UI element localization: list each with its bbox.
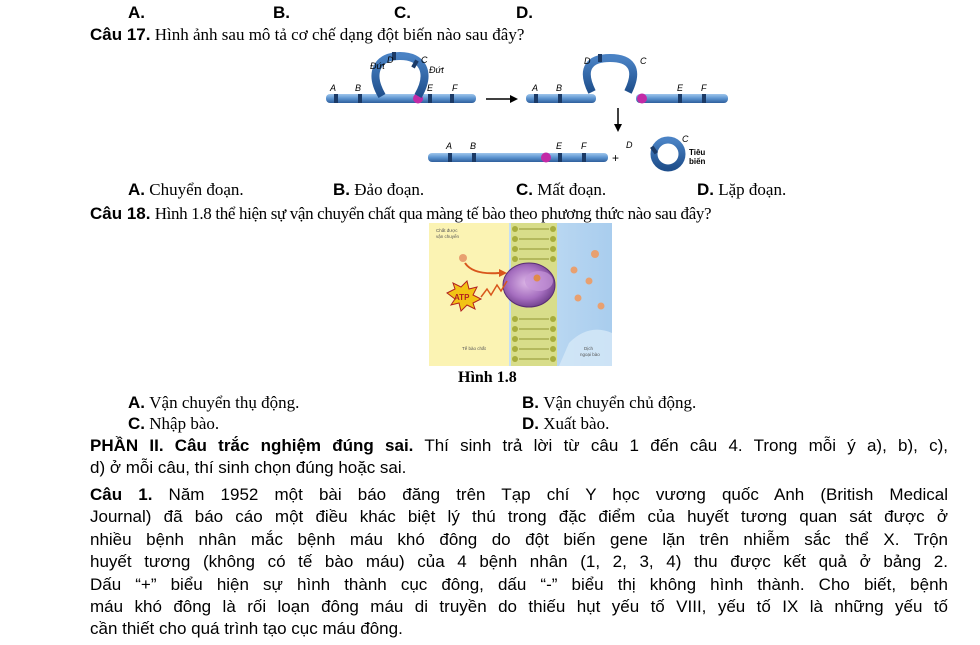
q17-gene-e-1: E xyxy=(427,83,434,93)
cytoplasm-label: Tế bào chất xyxy=(462,346,486,351)
q17-gene-f-2: F xyxy=(701,83,707,93)
q18-option-c-label: C. xyxy=(128,414,145,433)
q17-product-label-1: Tiêu xyxy=(689,148,706,157)
part2-intro-line-2: d) ở mỗi câu, thí sinh chọn đúng hoặc sai. xyxy=(90,458,407,478)
q17-option-d-text: Lặp đoạn. xyxy=(718,180,787,199)
q17-label: Câu 17. xyxy=(90,25,151,44)
q17-gene-e-3: E xyxy=(556,141,563,151)
prev-option-b: B. xyxy=(273,3,290,22)
part2-intro-text-1: Thí sinh trả lời từ câu 1 đến câu 4. Trong mỗi ý a), b), c), xyxy=(413,436,948,455)
q17-gene-f-3: F xyxy=(581,141,587,151)
q18-option-b-text: Vận chuyển chủ động. xyxy=(543,393,697,412)
q18-stem xyxy=(90,204,711,224)
q17-option-b-text: Đảo đoạn. xyxy=(354,180,425,199)
q17-option-a-text: Chuyển đoạn. xyxy=(149,180,244,199)
q17-gene-c-3: C xyxy=(682,134,689,144)
q17-plus-sign: + xyxy=(612,151,620,165)
c1-line-5: Dấu “+” biểu hiện sự hình thành cục đông, dấu “-” biểu thị không hình thành. Cho biết, bệnh xyxy=(90,574,948,594)
c1-line-2: Journal) đã báo cáo một điều khác biệt lý thú trong đặc điểm của huyết tương quan sát được ở xyxy=(90,507,948,527)
q18-option-d-text: Xuất bào. xyxy=(543,414,610,433)
q18-option-a-label: A. xyxy=(128,393,145,412)
q18-option-c[interactable] xyxy=(128,414,219,434)
q18-option-b[interactable] xyxy=(522,393,696,413)
q17-option-c-label: C. xyxy=(516,180,533,199)
chromosome-broken xyxy=(526,54,728,104)
q17-gene-c-1: C xyxy=(421,55,428,65)
c1-label: Câu 1. xyxy=(90,485,153,504)
q18-option-d[interactable] xyxy=(522,414,609,434)
q17-gene-a-3: A xyxy=(446,141,453,151)
q18-option-b-label: B. xyxy=(522,393,539,412)
q17-option-d[interactable] xyxy=(697,180,786,200)
q17-text: Hình ảnh sau mô tả cơ chế dạng đột biến nào sau đây? xyxy=(154,25,525,44)
q18-option-d-label: D. xyxy=(522,414,539,433)
q18-option-a-text: Vận chuyển thụ động. xyxy=(149,393,300,412)
part2-heading: PHẦN II. Câu trắc nghiệm đúng sai. xyxy=(90,436,414,455)
part2-intro xyxy=(90,435,948,480)
q17-gene-a-2: A xyxy=(532,83,539,93)
c1-line-6: máu khó đông là rối loạn đông máu di truyền do thiếu hụt yếu tố VIII, yếu tố IX là những yếu tố xyxy=(90,597,948,617)
q17-option-b-label: B. xyxy=(333,180,350,199)
q17-break-label-left: Đứt xyxy=(370,61,385,71)
q17-gene-d-1: D xyxy=(387,55,394,65)
q17-gene-d-3: D xyxy=(626,140,633,150)
q17-gene-a-1: A xyxy=(330,83,337,93)
c1-line-3: nhiều bệnh nhân mắc bệnh máu khó đông do đột biến gene lặn trên nhiễm sắc thể X. Trộn xyxy=(90,529,948,549)
prev-option-d: D. xyxy=(516,3,533,22)
extracellular-label-1: Dịch xyxy=(584,346,594,351)
substance-label-2: vận chuyển xyxy=(436,234,460,239)
figure-caption: Hình 1.8 xyxy=(458,369,517,386)
q17-stem xyxy=(90,25,524,45)
q17-chromosome-diagram xyxy=(300,52,740,178)
q18-option-a[interactable] xyxy=(128,393,299,413)
q17-option-d-label: D. xyxy=(697,180,714,199)
q17-option-b[interactable] xyxy=(333,180,424,200)
q17-break-label-right: Đứt xyxy=(429,65,444,75)
q17-gene-b-3: B xyxy=(470,141,477,151)
q17-option-c-text: Mất đoạn. xyxy=(537,180,607,199)
chromosome-with-loop xyxy=(326,52,476,104)
q17-gene-b-2: B xyxy=(556,83,563,93)
q17-option-c[interactable] xyxy=(516,180,606,200)
substance-label-1: Chất được xyxy=(436,228,458,233)
q17-product-label-2: biến xyxy=(689,157,706,166)
q17-option-a-label: A. xyxy=(128,180,145,199)
q17-gene-d-2: D xyxy=(584,56,591,66)
q18-text: Hình 1.8 thể hiện sự vận chuyển chất qua màng tế bào theo phương thức nào sau đây? xyxy=(154,204,712,223)
part2-intro-line-1 xyxy=(90,435,948,457)
q17-option-a[interactable] xyxy=(128,180,244,200)
extracellular-label-2: ngoại bào xyxy=(580,352,600,357)
c1-line-4: huyết tương (không có tế bào máu) của 4 bệnh nhân (1, 2, 3, 4) thu được kết quả ở bảng 2. xyxy=(90,552,948,572)
ring-fragment xyxy=(650,140,682,168)
atp-label: ATP xyxy=(454,293,470,302)
c1-line-7: cần thiết cho quá trình tạo cục máu đông. xyxy=(90,619,403,639)
q17-gene-f-1: F xyxy=(452,83,458,93)
c1-line-1 xyxy=(90,484,948,506)
prev-option-a: A. xyxy=(128,3,145,22)
c1-paragraph xyxy=(90,484,948,641)
c1-line-1-text: Năm 1952 một bài báo đăng trên Tạp chí Y học vương quốc Anh (British Medical xyxy=(152,485,948,504)
q18-option-c-text: Nhập bào. xyxy=(149,414,220,433)
prev-option-c: C. xyxy=(394,3,411,22)
q17-gene-c-2: C xyxy=(640,56,647,66)
q18-membrane-figure xyxy=(429,223,612,366)
q17-gene-b-1: B xyxy=(355,83,362,93)
q18-label: Câu 18. xyxy=(90,204,151,223)
q17-gene-e-2: E xyxy=(677,83,684,93)
chromosome-deleted xyxy=(428,153,608,163)
